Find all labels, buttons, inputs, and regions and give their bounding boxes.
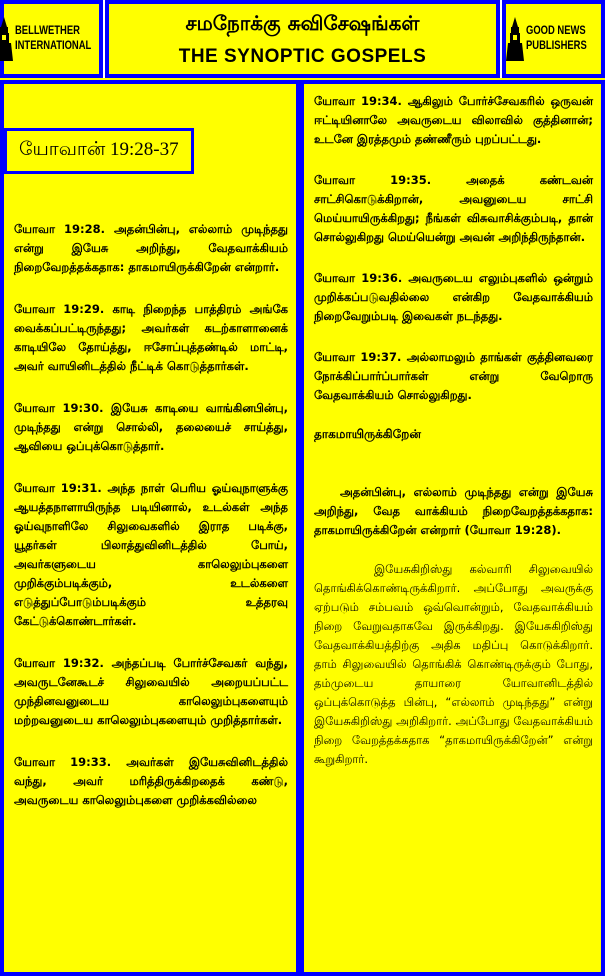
section-heading: தாகமாயிருக்கிறேன் xyxy=(314,427,421,441)
logo-line: BELLWETHER xyxy=(14,25,80,37)
good-news-logo xyxy=(506,17,600,61)
logo-line: GOOD NEWS xyxy=(526,25,587,37)
logo-line: INTERNATIONAL xyxy=(14,40,92,52)
verse: யோவா 19:36. அவருடைய எலும்புகளில் ஒன்றும் முறிக்கப்படுவதில்லை என்கிற வேதவாக்கியம் நிறைவேறும்படி இவைகள் நடந்தது. xyxy=(314,271,593,323)
verse: யோவா 19:32. அந்தப்படி போர்ச்சேவகர் வந்து, அவருடனேகூடச் சிலுவையில் அறையப்பட்ட முந்தினவனுடைய காலெலும்புகளையும் மற்றவனுடைய காலெலும்புகளையும் முறித்தார்கள். xyxy=(14,656,288,727)
good-news-logo-box xyxy=(502,0,605,78)
bell-tower-icon xyxy=(0,17,13,61)
verse: யோவா 19:37. அல்லாமலும் தாங்கள் குத்தினவரை நோக்கிப்பார்ப்பார்கள் என்று வேறொரு வேதவாக்கியம் சொல்லுகிறது. xyxy=(314,350,593,402)
page-title-english: THE SYNOPTIC GOSPELS xyxy=(178,45,427,67)
bellwether-logo xyxy=(0,17,108,61)
page-title-tamil: சமநோக்கு சுவிசேஷங்கள் xyxy=(185,10,420,35)
verse: யோவா 19:35. அதைக் கண்டவன் சாட்சிகொடுக்கிறான், அவனுடைய சாட்சி மெய்யாயிருக்கிறது; நீங்கள் விசுவாசிக்கும்படி, தான் சொல்லுகிறது மெய்யென்று அவன் அறிந்திருந்தான். xyxy=(314,173,593,244)
intro-paragraph: அதன்பின்பு, எல்லாம் முடிந்தது என்று இயேசு அறிந்து, வேத வாக்கியம் நிறைவேறத்தக்கதாக: தாகமாயிருக்கிறேன் என்றார் (யோவா 19:28). xyxy=(314,485,593,537)
verse: யோவா 19:28. அதன்பின்பு, எல்லாம் முடிந்தது என்று இயேசு அறிந்து, வேதவாக்கியம் நிறைவேறத்தக்கதாக: தாகமாயிருக்கிறேன் என்றார். xyxy=(14,222,288,274)
header xyxy=(0,0,605,78)
logo-line: PUBLISHERS xyxy=(526,40,588,52)
scripture-reference: யோவான் 19:28-37 xyxy=(4,128,194,174)
title-box xyxy=(105,0,500,78)
verse: யோவா 19:29. காடி நிறைந்த பாத்திரம் அங்கே வைக்கப்பட்டிருந்தது; அவர்கள் கடற்காளானைக் காடியிலே தோய்த்து, ஈசோப்புத்தண்டில் மாட்டி, அவர் வாயினிடத்தில் நீட்டிக் கொடுத்தார்கள். xyxy=(14,302,288,373)
bellwether-logo-box xyxy=(0,0,103,78)
commentary-paragraph: இயேசுகிறிஸ்து கல்வாரி சிலுவையில் தொங்கிக்கொண்டிருக்கிறார். அப்போது அவருக்கு ஏற்படும் சம்பவம் ஒவ்வொன்றும், வேதவாக்கியம் நிறை வேறுவதாகவே இருக்கிறது. இயேசுகிறிஸ்து வேதவாக்கியத்திற்கு அதிக மதிப்பு கொடுக்கிறார். தாம் சிலுவையில் தொங்கிக் கொண்டிருக்கும் போது, தம்முடைய தாயாரை யோவானிடத்தில் ஒப்புக்கொடுத்த பின்பு, “எல்லாம் முடிந்தது” என்று இயேசுகிறிஸ்து அறிகிறார். அப்போது வேதவாக்கியம் நிறை வேறத்தக்கதாக “தாகமாயிருக்கிறேன்” என்று கூறுகிறார். xyxy=(314,562,593,766)
left-column xyxy=(0,80,300,976)
bellwether-logo-text xyxy=(15,24,91,54)
good-news-logo-text xyxy=(526,24,587,54)
verse: யோவா 19:33. அவர்கள் இயேசுவினிடத்தில் வந்து, அவர் மரித்திருக்கிறதைக் கண்டு, அவருடைய காலெலும்புகளை முறிக்கவில்லை xyxy=(14,755,288,807)
right-column xyxy=(300,80,605,976)
verse: யோவா 19:31. அந்த நாள் பெரிய ஓய்வுநாளுக்கு ஆயத்தநாளாயிருந்த படியினால், உடல்கள் அந்த ஓய்வுநாளிலே சிலுவைகளில் இராத படிக்கு, யூதர்கள் பிலாத்துவினிடத்தில் போய், அவர்களுடைய காலெலும்புகளை முறிக்கும்படிக்கும், உடல்களை எடுத்துப்போடும்படிக்கும் உத்தரவு கேட்டுக்கொண்டார்கள். xyxy=(14,481,288,628)
verse: யோவா 19:34. ஆகிலும் போர்ச்சேவகரில் ஒருவன் ஈட்டியினாலே அவருடைய விலாவில் குத்தினான்; உடனே இரத்தமும் தண்ணீரும் புறப்பட்டது. xyxy=(314,94,593,146)
lamp-tower-icon xyxy=(506,17,524,61)
verse: யோவா 19:30. இயேசு காடியை வாங்கினபின்பு, முடிந்தது என்று சொல்லி, தலையைச் சாய்த்து, ஆவியை ஒப்புக்கொடுத்தார். xyxy=(14,401,288,453)
